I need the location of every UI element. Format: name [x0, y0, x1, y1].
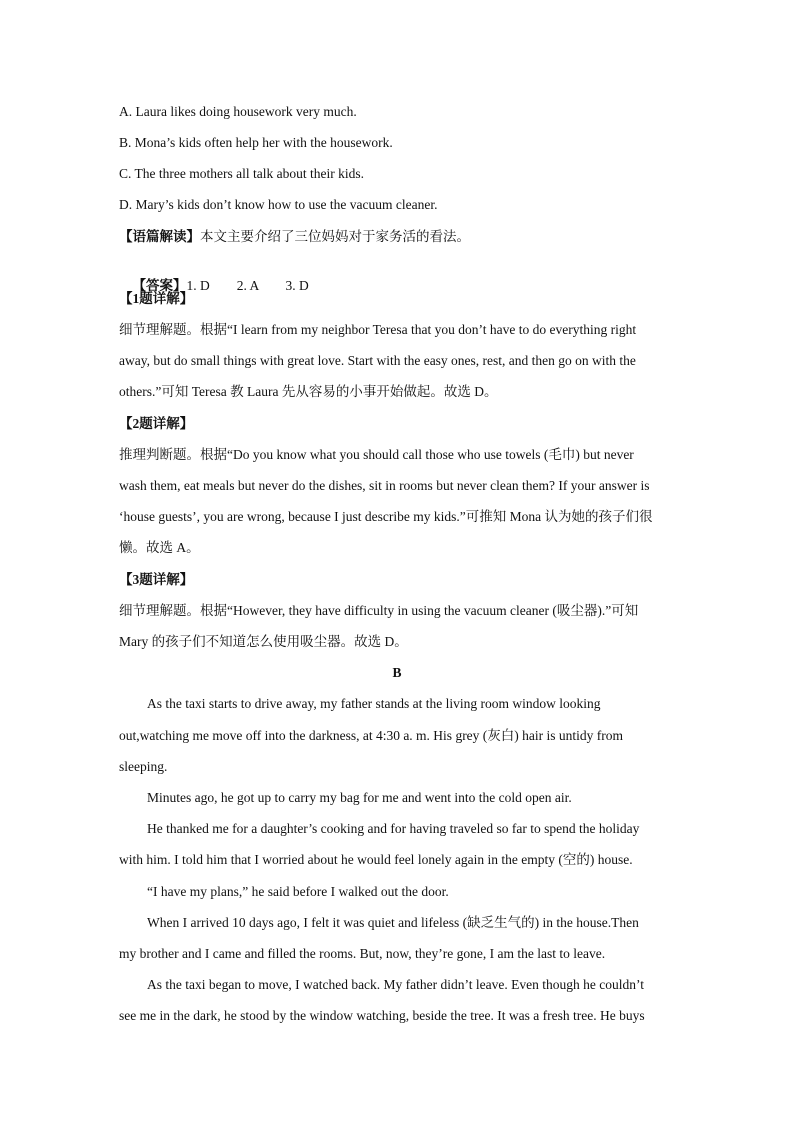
summary-label: 【语篇解读】: [119, 229, 200, 244]
passage-line: out,watching me move off into the darkness, at 4:30 a. m. His grey (灰白) hair is untidy from: [119, 728, 624, 743]
passage-line: As the taxi starts to drive away, my father stands at the living room window looking: [147, 696, 601, 711]
passage-line: see me in the dark, he stood by the window watching, beside the tree. It was a fresh tree. He buys: [119, 1008, 645, 1023]
q3-heading: 【3题详解】: [119, 572, 194, 587]
q1-line: others.”可知 Teresa 教 Laura 先从容易的小事开始做起。故选 D。: [119, 384, 498, 399]
passage-line: He thanked me for a daughter’s cooking and for having traveled so far to spend the holiday: [147, 821, 640, 836]
q1-line: 细节理解题。根据“I learn from my neighbor Teresa that you don’t have to do everything right: [119, 322, 637, 337]
q2-heading: 【2题详解】: [119, 416, 194, 431]
option-a: A. Laura likes doing housework very much.: [119, 104, 357, 119]
option-b: B. Mona’s kids often help her with the housework.: [119, 135, 393, 150]
answer-text: 1. D 2. A 3. D: [186, 278, 309, 293]
answer-label: 【答案】: [132, 278, 187, 293]
passage-line: Minutes ago, he got up to carry my bag for me and went into the cold open air.: [147, 790, 572, 805]
option-c: C. The three mothers all talk about their kids.: [119, 166, 364, 181]
q3-line: 细节理解题。根据“However, they have difficulty in using the vacuum cleaner (吸尘器).”可知: [119, 603, 639, 618]
passage-line: with him. I told him that I worried about he would feel lonely again in the empty (空的) house.: [119, 852, 633, 867]
q2-line: 推理判断题。根据“Do you know what you should call those who use towels (毛巾) but never: [119, 447, 634, 462]
q2-line: ‘house guests’, you are wrong, because I just describe my kids.”可推知 Mona 认为她的孩子们很: [119, 509, 653, 524]
q1-line: away, but do small things with great love. Start with the easy ones, rest, and then go on with the: [119, 353, 636, 368]
passage-line: sleeping.: [119, 759, 168, 774]
section-b-title: B: [392, 665, 402, 680]
passage-line: When I arrived 10 days ago, I felt it was quiet and lifeless (缺乏生气的) in the house.Then: [147, 915, 639, 930]
q2-line: wash them, eat meals but never do the dishes, sit in rooms but never clean them? If your answer is: [119, 478, 650, 493]
summary-line: [119, 228, 470, 246]
passage-line: my brother and I came and filled the rooms. But, now, they’re gone, I am the last to leave.: [119, 946, 606, 961]
q2-line: 懒。故选 A。: [119, 540, 200, 555]
q1-heading: 【1题详解】: [119, 291, 194, 306]
summary-text: 本文主要介绍了三位妈妈对于家务活的看法。: [200, 229, 470, 244]
q3-line: Mary 的孩子们不知道怎么使用吸尘器。故选 D。: [119, 634, 408, 649]
option-d: D. Mary’s kids don’t know how to use the vacuum cleaner.: [119, 197, 438, 212]
passage-line: As the taxi began to move, I watched back. My father didn’t leave. Even though he couldn’t: [147, 977, 644, 992]
passage-line: “I have my plans,” he said before I walked out the door.: [147, 884, 449, 899]
